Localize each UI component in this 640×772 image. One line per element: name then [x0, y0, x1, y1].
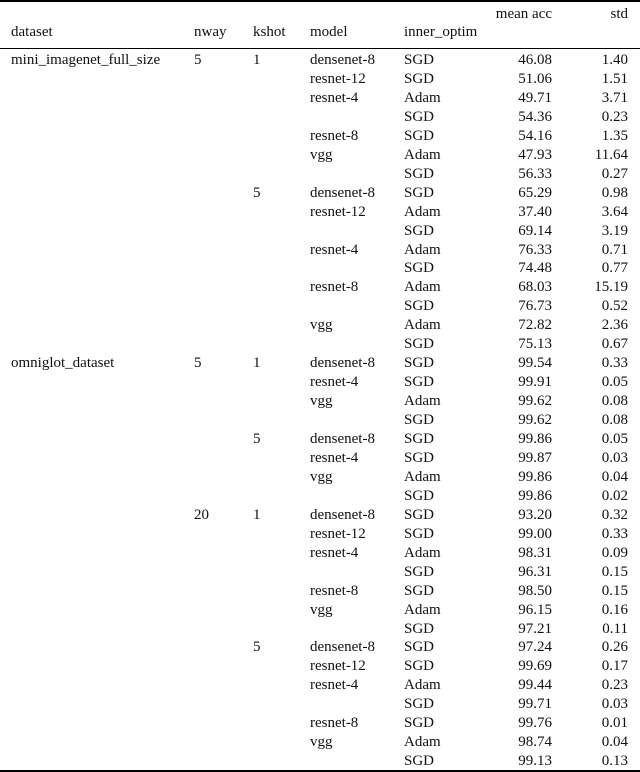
cell-model: resnet-8: [310, 715, 359, 731]
cell-inner-optim: SGD: [404, 564, 435, 580]
cell-mean-acc: 51.06: [518, 71, 552, 87]
cell-model: resnet-8: [310, 583, 359, 599]
cell-inner-optim: SGD: [404, 658, 435, 674]
cell-model: resnet-4: [310, 545, 359, 561]
cell-inner-optim: SGD: [404, 355, 435, 371]
cell-std: 0.26: [601, 639, 628, 655]
cell-model: vgg: [310, 147, 333, 163]
cell-mean-acc: 99.86: [518, 469, 552, 485]
cell-inner-optim: SGD: [404, 336, 435, 352]
cell-std: 0.16: [601, 602, 628, 618]
cell-std: 0.02: [601, 488, 628, 504]
cell-mean-acc: 74.48: [518, 260, 552, 276]
cell-model: resnet-12: [310, 526, 366, 542]
cell-std: 0.04: [601, 734, 628, 750]
cell-kshot: 1: [253, 52, 261, 68]
cell-model: resnet-4: [310, 242, 359, 258]
cell-std: 0.33: [601, 526, 628, 542]
cell-inner-optim: SGD: [404, 488, 435, 504]
cell-model: densenet-8: [310, 52, 375, 68]
cell-std: 11.64: [594, 147, 628, 163]
header-rule: [0, 48, 640, 49]
cell-kshot: 1: [253, 507, 261, 523]
cell-std: 0.05: [601, 431, 628, 447]
cell-std: 0.17: [601, 658, 628, 674]
header-mean-acc: mean acc: [495, 6, 552, 22]
cell-inner-optim: SGD: [404, 431, 435, 447]
header-model: model: [310, 24, 348, 40]
cell-std: 0.27: [601, 166, 628, 182]
cell-std: 0.11: [602, 621, 628, 637]
cell-mean-acc: 47.93: [518, 147, 552, 163]
cell-inner-optim: Adam: [404, 147, 441, 163]
cell-std: 1.51: [601, 71, 628, 87]
cell-nway: 5: [194, 52, 202, 68]
cell-inner-optim: Adam: [404, 90, 441, 106]
cell-std: 0.15: [601, 564, 628, 580]
cell-mean-acc: 93.20: [518, 507, 552, 523]
header-std: std: [610, 6, 628, 22]
cell-model: resnet-4: [310, 677, 359, 693]
cell-kshot: 5: [253, 185, 261, 201]
cell-std: 0.04: [601, 469, 628, 485]
cell-std: 0.05: [601, 374, 628, 390]
cell-inner-optim: Adam: [404, 602, 441, 618]
cell-model: resnet-4: [310, 450, 359, 466]
cell-std: 3.64: [601, 204, 628, 220]
cell-std: 0.03: [601, 450, 628, 466]
cell-mean-acc: 96.31: [518, 564, 552, 580]
cell-mean-acc: 96.15: [518, 602, 552, 618]
cell-mean-acc: 98.50: [518, 583, 552, 599]
cell-std: 0.15: [601, 583, 628, 599]
cell-inner-optim: SGD: [404, 128, 435, 144]
cell-nway: 20: [194, 507, 209, 523]
header-dataset: dataset: [11, 24, 53, 40]
cell-dataset: omniglot_dataset: [11, 355, 115, 371]
cell-std: 0.71: [601, 242, 628, 258]
cell-inner-optim: SGD: [404, 526, 435, 542]
cell-std: 0.77: [601, 260, 628, 276]
cell-model: resnet-8: [310, 279, 359, 295]
cell-inner-optim: SGD: [404, 621, 435, 637]
cell-inner-optim: SGD: [404, 52, 435, 68]
cell-inner-optim: SGD: [404, 583, 435, 599]
cell-inner-optim: SGD: [404, 450, 435, 466]
cell-std: 0.33: [601, 355, 628, 371]
cell-inner-optim: Adam: [404, 545, 441, 561]
header-kshot: kshot: [253, 24, 286, 40]
cell-mean-acc: 37.40: [518, 204, 552, 220]
cell-std: 0.13: [601, 753, 628, 769]
cell-mean-acc: 99.62: [518, 393, 552, 409]
cell-mean-acc: 99.54: [518, 355, 552, 371]
cell-mean-acc: 97.21: [518, 621, 552, 637]
cell-mean-acc: 99.00: [518, 526, 552, 542]
cell-inner-optim: Adam: [404, 393, 441, 409]
cell-model: densenet-8: [310, 507, 375, 523]
cell-inner-optim: Adam: [404, 279, 441, 295]
cell-mean-acc: 99.87: [518, 450, 552, 466]
cell-mean-acc: 56.33: [518, 166, 552, 182]
header-nway: nway: [194, 24, 227, 40]
cell-model: densenet-8: [310, 185, 375, 201]
cell-mean-acc: 69.14: [518, 223, 552, 239]
cell-mean-acc: 65.29: [518, 185, 552, 201]
cell-mean-acc: 99.69: [518, 658, 552, 674]
header-inner-optim: inner_optim: [404, 24, 478, 40]
cell-std: 3.19: [601, 223, 628, 239]
cell-mean-acc: 76.73: [518, 298, 552, 314]
cell-kshot: 5: [253, 639, 261, 655]
cell-mean-acc: 75.13: [518, 336, 552, 352]
cell-std: 0.52: [601, 298, 628, 314]
cell-std: 0.23: [601, 109, 628, 125]
cell-inner-optim: Adam: [404, 317, 441, 333]
cell-model: densenet-8: [310, 639, 375, 655]
cell-model: resnet-12: [310, 658, 366, 674]
cell-inner-optim: SGD: [404, 374, 435, 390]
cell-std: 0.98: [601, 185, 628, 201]
cell-inner-optim: SGD: [404, 260, 435, 276]
cell-std: 0.09: [601, 545, 628, 561]
cell-mean-acc: 99.86: [518, 431, 552, 447]
cell-mean-acc: 99.86: [518, 488, 552, 504]
cell-inner-optim: SGD: [404, 223, 435, 239]
cell-std: 0.67: [601, 336, 628, 352]
cell-model: resnet-4: [310, 90, 359, 106]
cell-inner-optim: SGD: [404, 696, 435, 712]
cell-mean-acc: 98.74: [518, 734, 552, 750]
cell-model: densenet-8: [310, 355, 375, 371]
cell-mean-acc: 99.76: [518, 715, 552, 731]
cell-inner-optim: Adam: [404, 204, 441, 220]
cell-inner-optim: Adam: [404, 242, 441, 258]
cell-mean-acc: 99.71: [518, 696, 552, 712]
cell-kshot: 1: [253, 355, 261, 371]
cell-inner-optim: SGD: [404, 166, 435, 182]
cell-model: vgg: [310, 734, 333, 750]
cell-std: 0.08: [601, 393, 628, 409]
cell-inner-optim: Adam: [404, 469, 441, 485]
cell-model: resnet-12: [310, 204, 366, 220]
cell-model: resnet-8: [310, 128, 359, 144]
cell-std: 15.19: [594, 279, 628, 295]
cell-mean-acc: 49.71: [518, 90, 552, 106]
cell-mean-acc: 99.13: [518, 753, 552, 769]
cell-kshot: 5: [253, 431, 261, 447]
cell-std: 0.08: [601, 412, 628, 428]
cell-mean-acc: 76.33: [518, 242, 552, 258]
cell-std: 0.01: [601, 715, 628, 731]
cell-inner-optim: SGD: [404, 412, 435, 428]
cell-inner-optim: SGD: [404, 71, 435, 87]
cell-model: resnet-4: [310, 374, 359, 390]
cell-inner-optim: SGD: [404, 185, 435, 201]
cell-std: 2.36: [601, 317, 628, 333]
cell-inner-optim: SGD: [404, 715, 435, 731]
cell-std: 3.71: [601, 90, 628, 106]
cell-mean-acc: 99.91: [518, 374, 552, 390]
cell-model: vgg: [310, 602, 333, 618]
cell-mean-acc: 98.31: [518, 545, 552, 561]
cell-mean-acc: 99.44: [518, 677, 552, 693]
cell-mean-acc: 54.16: [518, 128, 552, 144]
cell-inner-optim: SGD: [404, 753, 435, 769]
cell-std: 0.03: [601, 696, 628, 712]
cell-model: densenet-8: [310, 431, 375, 447]
cell-mean-acc: 72.82: [518, 317, 552, 333]
cell-mean-acc: 46.08: [518, 52, 552, 68]
cell-model: resnet-12: [310, 71, 366, 87]
cell-inner-optim: Adam: [404, 734, 441, 750]
cell-model: vgg: [310, 469, 333, 485]
cell-dataset: mini_imagenet_full_size: [11, 52, 161, 68]
top-rule: [0, 0, 640, 2]
cell-std: 1.35: [601, 128, 628, 144]
cell-nway: 5: [194, 355, 202, 371]
cell-mean-acc: 68.03: [518, 279, 552, 295]
cell-inner-optim: SGD: [404, 109, 435, 125]
cell-std: 1.40: [601, 52, 628, 68]
cell-std: 0.32: [601, 507, 628, 523]
cell-std: 0.23: [601, 677, 628, 693]
cell-inner-optim: Adam: [404, 677, 441, 693]
cell-mean-acc: 97.24: [518, 639, 552, 655]
cell-mean-acc: 54.36: [518, 109, 552, 125]
cell-inner-optim: SGD: [404, 639, 435, 655]
cell-model: vgg: [310, 317, 333, 333]
cell-model: vgg: [310, 393, 333, 409]
cell-inner-optim: SGD: [404, 298, 435, 314]
cell-mean-acc: 99.62: [518, 412, 552, 428]
cell-inner-optim: SGD: [404, 507, 435, 523]
